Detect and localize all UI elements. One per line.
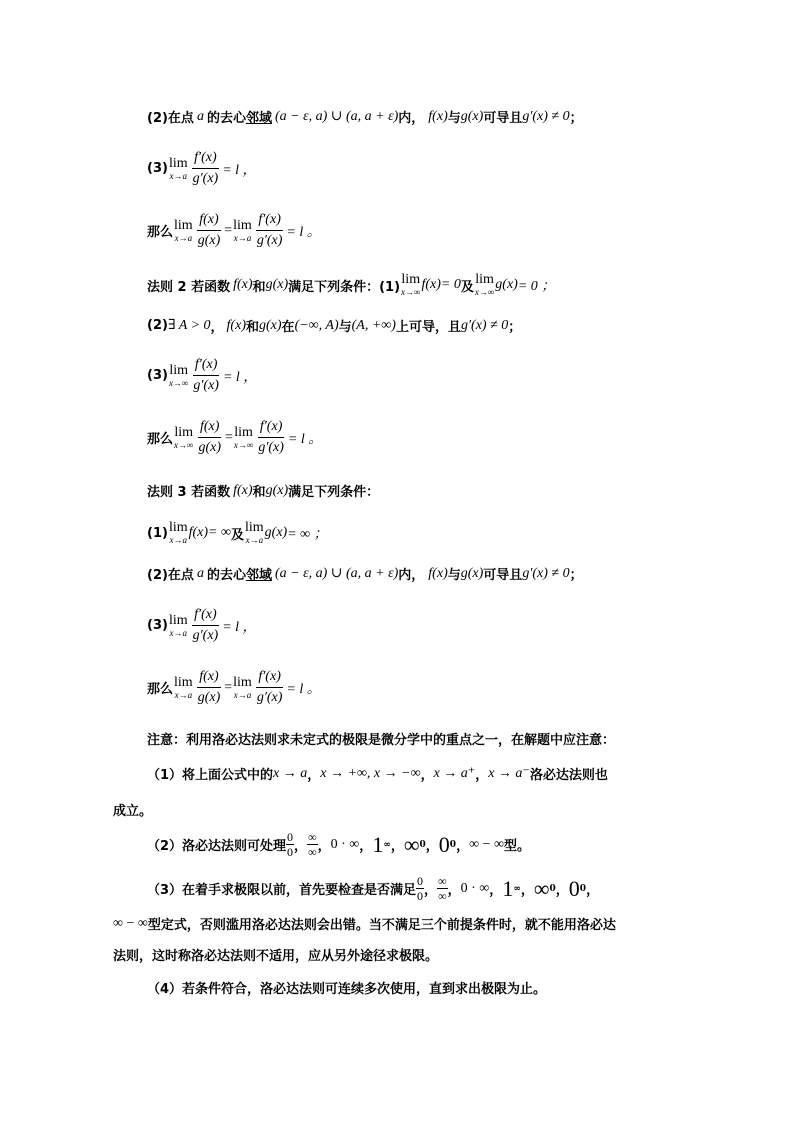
rule1-lim-right xyxy=(233,219,252,243)
rule3-end-l: = l 。 xyxy=(286,681,321,697)
fraction-denominator: 0 xyxy=(417,889,424,903)
rule1-fraction-fpgp xyxy=(255,211,285,250)
rule1-cond2-ineq: g′(x) ≠ 0 xyxy=(522,108,570,124)
lim-subscript: x→a xyxy=(174,232,193,243)
rule3-condition-2 xyxy=(147,564,583,583)
separator: ， xyxy=(555,883,569,898)
rule3-head: 法则 3 若函数 xyxy=(147,485,231,500)
note1-lead: （1）将上面公式中的 xyxy=(147,768,274,783)
rule1-lim-left xyxy=(174,219,193,243)
lim-subscript: x→∞ xyxy=(174,439,194,450)
separator: ， xyxy=(359,839,373,854)
rule2-condition-2 xyxy=(147,316,521,335)
rule3-cond1-lead: (1) xyxy=(147,525,168,541)
lim-word: lim xyxy=(233,217,252,233)
lim-word: lim xyxy=(245,520,264,535)
rule3-then: 那么 xyxy=(147,682,174,697)
rule2-end-l: = l 。 xyxy=(287,431,323,447)
fraction-numerator: f′(x) xyxy=(258,418,285,438)
fraction-numerator: f′(x) xyxy=(193,356,220,376)
rule3-ji: 及 xyxy=(230,527,244,543)
rule3-cond3-lead: (3) xyxy=(147,618,168,633)
lim-word: lim xyxy=(233,674,252,690)
note3-cont-text: 型定式，否则滥用洛必达法则会出错。当不满足三个前提条件时，就不能用洛必达 xyxy=(147,918,616,933)
rule1-end: = l 。 xyxy=(286,224,321,240)
rule2-then: 那么 xyxy=(147,432,174,447)
rule1-fraction-fg xyxy=(196,211,223,250)
rule1-equals: = xyxy=(224,222,233,238)
rule2-ineq: g′(x) ≠ 0 xyxy=(460,317,509,333)
note-3-continued-1 xyxy=(113,914,616,933)
lim-subscript: x→a xyxy=(245,535,264,545)
note1-inf: x → +∞, x → −∞ xyxy=(320,765,421,781)
rule2-cond3-eq: = l ， xyxy=(222,369,258,385)
rule1-cond3-fraction xyxy=(191,149,221,188)
rule1-cond2-end: ； xyxy=(569,111,583,126)
rule2-lim-g xyxy=(475,273,494,297)
rule2-fraction-fg xyxy=(196,418,223,457)
rule3-lim-f xyxy=(169,521,188,545)
note4-text: （4）若条件符合，洛必达法则可连续多次使用，直到求出极限为止。 xyxy=(147,982,547,997)
rule3-fraction-fg xyxy=(196,668,223,707)
lim-subscript: x→∞ xyxy=(474,287,495,297)
fraction-denominator: g′(x) xyxy=(256,233,283,248)
rule2-comma: ， xyxy=(210,320,224,335)
lim-word: lim xyxy=(168,612,188,628)
fraction-denominator: ∞ xyxy=(438,889,447,903)
note2-zero-times-inf: 0 · ∞ xyxy=(330,836,360,852)
rule1-condition-3 xyxy=(147,149,257,188)
note3-zero-big: 0 xyxy=(568,875,580,901)
note1-comma: ， xyxy=(307,768,321,783)
rule3-fraction-fpgp xyxy=(255,668,285,707)
rule3-eqinf-a: = ∞ xyxy=(208,525,231,540)
rule2-int1: (−∞, A) xyxy=(294,317,339,333)
rule3-lim-right xyxy=(233,676,252,700)
rule1-cond2-diff: 可导且 xyxy=(483,111,523,126)
rule3-cond3-fraction xyxy=(191,606,221,645)
note3-inf-over-inf xyxy=(437,874,448,903)
rule2-yu: 与 xyxy=(338,320,352,335)
separator: ， xyxy=(520,883,534,898)
fraction-numerator: ∞ xyxy=(308,830,317,844)
rule3-condition-1 xyxy=(147,521,328,545)
rule2-f: f(x) xyxy=(233,277,253,292)
note1-cont: 成立。 xyxy=(113,804,153,819)
rule3-cond2-var: a xyxy=(196,565,204,581)
separator: ， xyxy=(424,883,438,898)
separator: ， xyxy=(390,839,404,854)
fraction-denominator: g′(x) xyxy=(192,171,219,186)
rule1-cond2-and: 与 xyxy=(447,111,461,126)
fraction-numerator: f′(x) xyxy=(192,606,219,626)
note-1 xyxy=(147,764,608,783)
note2-lead: （2）洛必达法则可处理 xyxy=(147,839,287,854)
rule3-lim-left xyxy=(174,676,193,700)
lim-word: lim xyxy=(174,424,194,440)
rule1-condition-2 xyxy=(147,107,583,126)
rule2-cond3-lead: (3) xyxy=(147,368,168,383)
rule2-f2: f(x) xyxy=(421,277,441,292)
lim-subscript: x→∞ xyxy=(401,287,421,297)
note3-cont-expr: ∞ − ∞ xyxy=(113,915,148,931)
note2-inf-over-inf xyxy=(307,830,318,859)
fraction-denominator: ∞ xyxy=(308,845,317,859)
rule2-eq0b: = 0 ； xyxy=(517,279,556,294)
rule3-cond3-eq: = l ， xyxy=(222,619,257,635)
note2-zero-sup: 0 xyxy=(449,839,457,850)
rule1-cond3-limit xyxy=(169,157,188,181)
rule3-cond2-in: 内， xyxy=(398,568,425,583)
lim-subscript: x→∞ xyxy=(168,377,189,388)
fraction-denominator: g′(x) xyxy=(192,628,219,643)
rule3-cond3-limit xyxy=(169,614,188,638)
rule1-cond2-lead: (2)在点 xyxy=(147,111,194,126)
note2-zero-over-zero xyxy=(286,830,294,859)
rule3-cond2-diff: 可导且 xyxy=(483,568,523,583)
rule3-cond: 满足下列条件： xyxy=(288,485,380,500)
rule2-condition-3 xyxy=(147,356,257,395)
rule2-int2: (A, +∞) xyxy=(351,317,396,333)
separator: ， xyxy=(586,883,600,898)
note3-inf-sup: 0 xyxy=(549,883,556,894)
fraction-denominator: 0 xyxy=(287,845,294,859)
fraction-numerator: f(x) xyxy=(197,211,220,231)
rule1-cond2-g: g(x) xyxy=(460,108,484,124)
note-2 xyxy=(147,830,530,859)
note2-one: 1 xyxy=(372,831,384,857)
rule2-lim-left xyxy=(174,426,193,450)
rule2-lim-right xyxy=(234,426,253,450)
rule1-conclusion xyxy=(147,211,321,250)
note-1-continued xyxy=(113,800,152,819)
rule3-cond2-f: f(x) xyxy=(428,565,448,581)
notes-intro-text: 注意：利用洛必达法则求未定式的极限是微分学中的重点之一，在解题中应注意： xyxy=(147,733,616,748)
fraction-numerator: f′(x) xyxy=(256,668,283,688)
separator: ， xyxy=(489,883,503,898)
fraction-numerator: ∞ xyxy=(438,874,447,888)
rule2-fraction-fpgp xyxy=(256,418,286,457)
note2-one-sup: ∞ xyxy=(383,839,391,850)
note3-cont2-text: 法则，这时称洛必达法则不适用，应从另外途径求极限。 xyxy=(113,949,439,964)
note3-inf: ∞ xyxy=(533,875,550,901)
separator: ， xyxy=(456,839,470,854)
lim-subscript: x→a xyxy=(169,535,188,545)
rule2-ji: 及 xyxy=(460,279,474,295)
rule3-cond2-neighborhood: 邻域 xyxy=(245,568,272,583)
rule1-cond2-neighborhood: 邻域 xyxy=(245,111,272,126)
fraction-numerator: 0 xyxy=(287,830,294,844)
rule3-g: g(x) xyxy=(265,482,289,498)
rule3-cond2-end: ； xyxy=(569,568,583,583)
rule1-cond2-interval: (a − ε, a) ∪ (a, a + ε) xyxy=(274,109,399,124)
separator: ， xyxy=(294,839,308,854)
note3-one: 1 xyxy=(502,875,514,901)
rule3-conclusion xyxy=(147,668,321,707)
fraction-denominator: g′(x) xyxy=(258,440,284,455)
separator: ， xyxy=(447,883,461,898)
rule2-cond3-limit xyxy=(169,364,188,388)
rule3-he: 和 xyxy=(252,485,266,500)
rule2-cond2-g: g(x) xyxy=(259,317,282,333)
fraction-denominator: g(x) xyxy=(197,233,221,248)
rule2-equals: = xyxy=(224,429,233,445)
separator: ， xyxy=(425,839,439,854)
note3-zero-times-inf: 0 · ∞ xyxy=(460,880,490,896)
rule2-cond2-he: 和 xyxy=(245,320,259,335)
rule2-cond: 满足下列条件：(1) xyxy=(288,279,401,295)
lim-subscript: x→a xyxy=(233,689,252,700)
rule3-lim-g xyxy=(245,521,264,545)
note1-tail: 洛必达法则也 xyxy=(529,768,608,783)
lim-word: lim xyxy=(401,272,421,287)
rule1-cond2-mid: 的去心 xyxy=(206,111,246,126)
rule2-end: ； xyxy=(508,320,522,335)
lim-word: lim xyxy=(475,272,494,287)
lim-word: lim xyxy=(168,520,188,535)
note-4 xyxy=(147,978,546,997)
notes-intro xyxy=(147,729,615,748)
fraction-numerator: f′(x) xyxy=(256,211,283,231)
rule3-cond2-ineq: g′(x) ≠ 0 xyxy=(522,565,570,581)
rule1-cond2-var: a xyxy=(196,108,204,124)
rule2-heading xyxy=(147,273,555,297)
rule3-cond2-mid: 的去心 xyxy=(206,568,246,583)
rule2-cond2-on: 在 xyxy=(281,320,295,335)
rule3-cond1-f: f(x) xyxy=(188,525,209,540)
rule2-g: g(x) xyxy=(265,277,289,292)
rule1-cond2-f: f(x) xyxy=(428,108,448,124)
lim-word: lim xyxy=(168,155,188,171)
rule2-cond2-lead: (2) xyxy=(147,318,168,333)
rule3-cond1-g: g(x) xyxy=(264,525,288,540)
rule3-equals: = xyxy=(224,679,233,695)
rule3-f: f(x) xyxy=(233,482,253,498)
note3-zero-sup: 0 xyxy=(579,883,587,894)
note2-zero-big: 0 xyxy=(438,831,450,857)
rule3-cond2-and: 与 xyxy=(447,568,461,583)
lim-word: lim xyxy=(174,674,193,690)
note2-inf-minus-inf: ∞ − ∞ xyxy=(469,836,504,852)
rule2-exists: ∃ A > 0 xyxy=(167,318,211,333)
separator: ， xyxy=(317,839,331,854)
note1-xa: x → a xyxy=(273,765,308,781)
rule2-lim-f xyxy=(401,273,420,297)
lim-word: lim xyxy=(174,217,193,233)
rule3-cond2-g: g(x) xyxy=(460,565,484,581)
rule2-head: 法则 2 若函数 xyxy=(147,279,231,295)
rule2-he: 和 xyxy=(252,279,266,295)
note2-inf: ∞ xyxy=(403,831,420,857)
fraction-numerator: f(x) xyxy=(198,418,221,438)
rule3-heading xyxy=(147,481,379,500)
rule2-cond3-fraction xyxy=(191,356,221,395)
rule1-cond3-eq: = l ， xyxy=(222,162,257,178)
note1-am: x → a⁻ xyxy=(488,766,530,781)
note1-comma3: ， xyxy=(475,768,489,783)
rule2-eq0a: = 0 xyxy=(440,277,461,292)
fraction-numerator: f(x) xyxy=(197,668,220,688)
rule2-conclusion xyxy=(147,418,322,457)
note1-ap: x → a⁺ xyxy=(433,766,476,781)
fraction-numerator: f′(x) xyxy=(192,149,219,169)
fraction-numerator: 0 xyxy=(417,874,424,888)
fraction-denominator: g(x) xyxy=(198,440,221,455)
fraction-denominator: g′(x) xyxy=(256,690,283,705)
lim-subscript: x→a xyxy=(233,232,252,243)
lim-subscript: x→a xyxy=(174,689,193,700)
rule2-cond2-diff: 上可导，且 xyxy=(395,320,461,335)
rule3-cond2-interval: (a − ε, a) ∪ (a, a + ε) xyxy=(274,566,399,581)
rule1-cond2-in: 内， xyxy=(398,111,425,126)
note1-comma2: ， xyxy=(420,768,434,783)
rule3-eqinf-b: = ∞ ； xyxy=(287,527,328,542)
note2-tail: 型。 xyxy=(503,839,530,854)
note2-inf-sup: 0 xyxy=(419,839,426,850)
note3-lead: （3）在着手求极限以前，首先要检查是否满足 xyxy=(147,883,417,898)
rule3-cond2-lead: (2)在点 xyxy=(147,568,194,583)
rule3-condition-3 xyxy=(147,606,257,645)
rule2-cond2-f: f(x) xyxy=(226,317,246,333)
rule1-then: 那么 xyxy=(147,225,174,240)
fraction-denominator: g(x) xyxy=(197,690,221,705)
rule1-cond3-lead: (3) xyxy=(147,161,168,176)
fraction-denominator: g′(x) xyxy=(193,378,219,393)
lim-word: lim xyxy=(234,424,253,440)
lim-word: lim xyxy=(169,362,188,378)
note-3-continued-2 xyxy=(113,945,438,964)
lim-subscript: x→a xyxy=(169,170,188,181)
rule2-g2: g(x) xyxy=(495,277,518,292)
lim-subscript: x→a xyxy=(169,627,188,638)
lim-subscript: x→∞ xyxy=(233,439,254,450)
note-3 xyxy=(147,874,599,903)
note3-one-sup: ∞ xyxy=(513,883,521,894)
note3-zero-over-zero xyxy=(416,874,424,903)
